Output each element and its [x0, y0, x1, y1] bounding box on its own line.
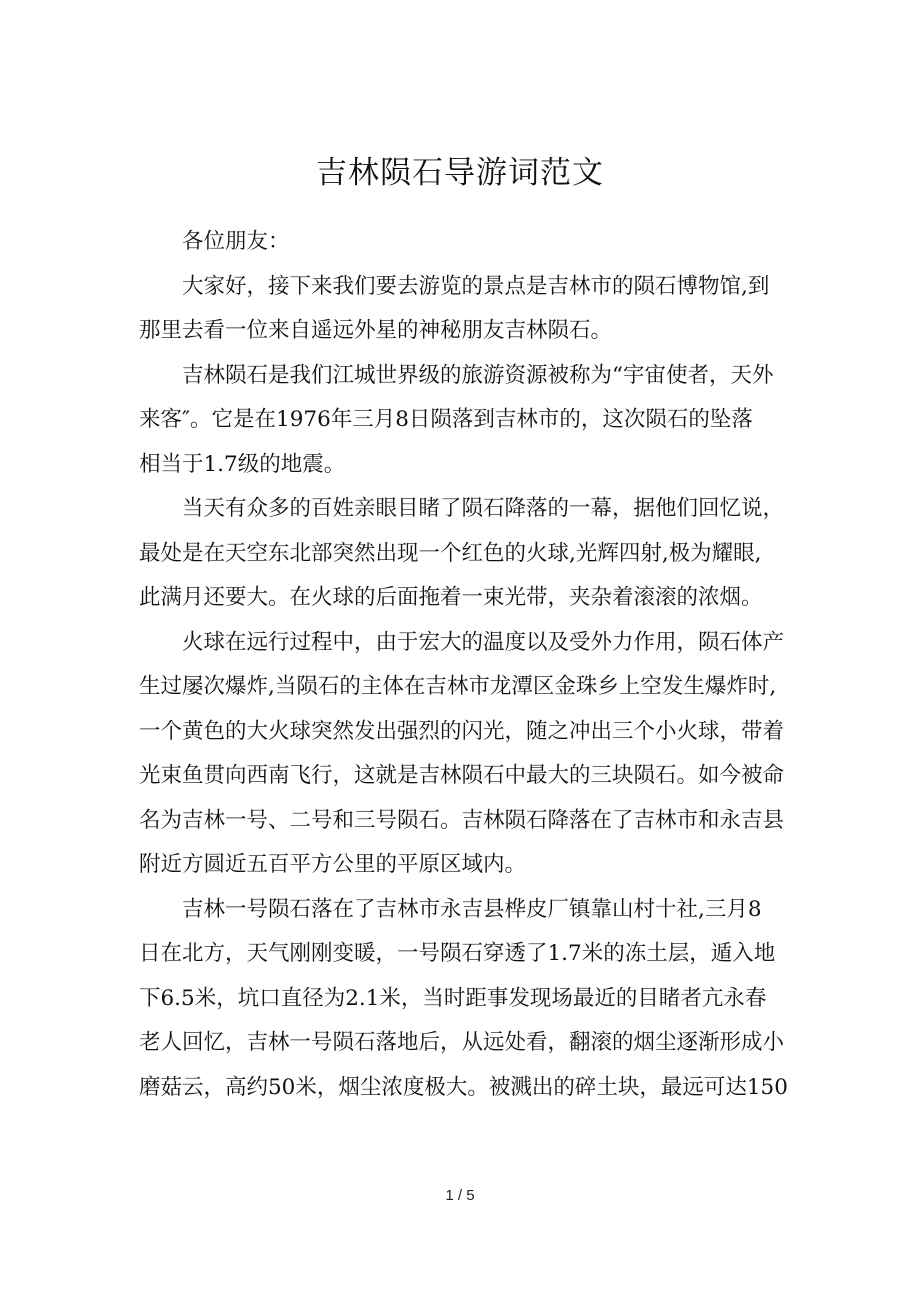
paragraph-line: 火球在远行过程中，由于宏大的温度以及受外力作用，陨石体产: [182, 629, 785, 655]
paragraph-line: 吉林陨石是我们江城世界级的旅游资源被称为“宇宙使者，天外: [182, 362, 774, 388]
paragraph-line: 光束鱼贯向西南飞行，这就是吉林陨石中最大的三块陨石。如今被命: [139, 763, 785, 788]
paragraph-line: 相当于1.7级的地震。: [139, 451, 346, 477]
paragraph-line: 那里去看一位来自遥远外星的神秘朋友吉林陨石。: [139, 318, 613, 343]
paragraph: [139, 621, 799, 888]
paragraph: [139, 354, 799, 488]
paragraph-line: 最处是在天空东北部突然出现一个红色的火球,光辉四射,极为耀眼,: [139, 540, 762, 566]
paragraph-line: 来客″。它是在1976年三月8日陨落到吉林市的，这次陨石的坠落: [139, 407, 753, 432]
paragraph-line: 当天有众多的百姓亲眼目睹了陨石降落的一幕，据他们回忆说，: [182, 496, 785, 521]
greeting: 各位朋友：: [182, 229, 290, 254]
paragraph: [139, 888, 799, 1111]
document-title: 吉林陨石导游词范文: [316, 155, 604, 191]
paragraph-line: 名为吉林一号、二号和三号陨石。吉林陨石降落在了吉林市和永吉县: [139, 807, 785, 833]
document-body: [139, 220, 799, 1110]
paragraph-line: 大家好，接下来我们要去游览的景点是吉林市的陨石博物馆,到: [182, 273, 770, 299]
paragraph: [139, 487, 799, 621]
paragraph-line: 磨菇云，高约50米，烟尘浓度极大。被溅出的碎土块，最远可达150: [139, 1074, 788, 1100]
paragraph-line: 吉林一号陨石落在了吉林市永吉县桦皮厂镇靠山村十社,三月8: [182, 896, 762, 922]
paragraphs-container: [139, 265, 799, 1111]
paragraph-line: 老人回忆，吉林一号陨石落地后，从远处看，翻滚的烟尘逐渐形成小: [139, 1030, 785, 1055]
paragraph: [139, 265, 799, 354]
page-indicator: 1 / 5: [445, 1187, 475, 1204]
paragraph-line: 一个黄色的大火球突然发出强烈的闪光，随之冲出三个小火球，带着: [139, 718, 785, 744]
paragraph-line: 此满月还要大。在火球的后面拖着一束光带，夹杂着滚滚的浓烟。: [139, 585, 763, 610]
paragraph-line: 日在北方，天气刚刚变暖，一号陨石穿透了1.7米的冻土层，遁入地: [139, 941, 776, 966]
paragraph-line: 附近方圆近五百平方公里的平原区域内。: [139, 852, 527, 877]
paragraph-line: 生过屡次爆炸,当陨石的主体在吉林市龙潭区金珠乡上空发生爆炸时,: [139, 674, 777, 699]
paragraph-line: 下6.5米，坑口直径为2.1米，当时距事发现场最近的目睹者亢永春: [139, 985, 767, 1011]
